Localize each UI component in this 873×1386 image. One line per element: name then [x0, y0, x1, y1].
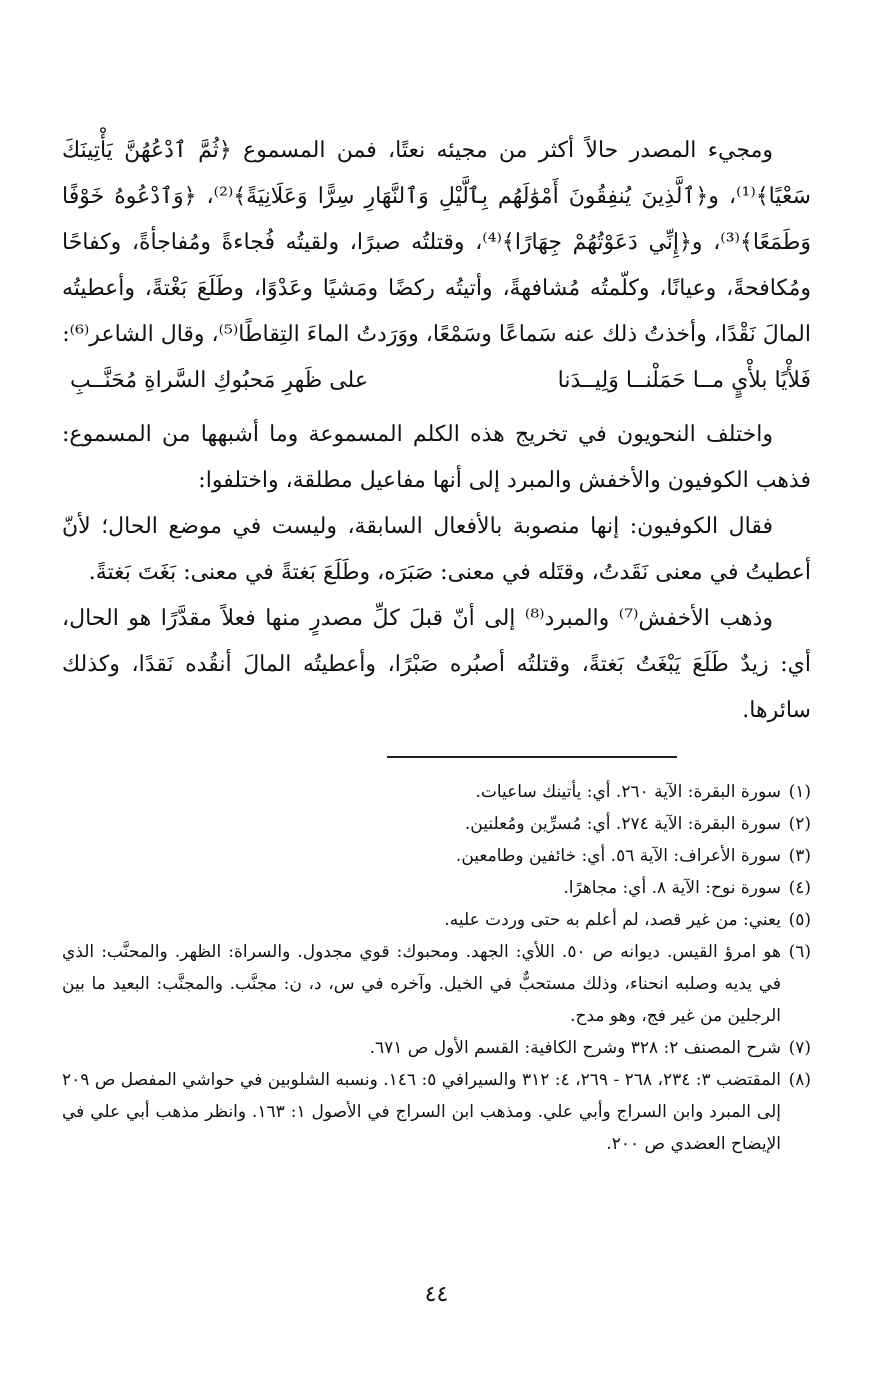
- footnote-text: سورة البقرة: الآية ٢٦٠. أي: يأتينك ساعيات.: [475, 782, 781, 802]
- paragraph-1: ومجيء المصدر حالاً أكثر من مجيئه نعتًا، فمن المسموع ﴿ثُمَّ ٱدْعُهُنَّ يَأْتِينَكَ سَعْيًا﴾⁽¹⁾، و﴿ٱلَّذِينَ يُنفِقُونَ أَمْوَٰلَهُم بِٱلَّيْلِ وَٱلنَّهَارِ سِرًّا وَعَلَانِيَةً﴾⁽²⁾، ﴿وَٱدْعُوهُ خَوْفًا وَطَمَعًا﴾⁽³⁾، و﴿إِنِّي دَعَوْتُهُمْ جِهَارًا﴾⁽⁴⁾، وقتلتُه صبرًا، ولقيتُه فُجاءةً ومُفاجأةً، وكفاحًا ومُكافحةً، وعيانًا، وكلّمتُه مُشافهةً، وأتيتُه ركضًا ومَشيًا وعَدْوًا، وطَلَعَ بَغْتةً، وأعطيتُه المالَ نَقْدًا، وأخذتُ ذلك عنه سَماعًا وسَمْعًا، ووَرَدتُ الماءَ التِقاطًا⁽⁵⁾، وقال الشاعر⁽⁶⁾:: [62, 138, 811, 347]
- footnote-5: [62, 904, 811, 936]
- footnote-number: (١): [788, 782, 811, 802]
- verse-first-hemistich: فَلأْيًا بلأْيٍ مــا حَمَلْنــا وَلِيــدَنا: [557, 368, 811, 393]
- footnote-number: (٨): [788, 1070, 811, 1090]
- main-text: [62, 128, 811, 734]
- footnote-text: يعني: من غير قصد، لم أعلم به حتى وردت عليه.: [444, 910, 781, 930]
- footnote-number: (٧): [788, 1038, 811, 1058]
- paragraph-4: وذهب الأخفش⁽⁷⁾ والمبرد⁽⁸⁾ إلى أنّ قبلَ كلِّ مصدرٍ منها فعلاً مقدَّرًا هو الحال، أي: زيدٌ طَلَعَ يَبْغَتُ بَغتةً، وقتلتُه أصبُره صَبْرًا، وأعطيتُه المالَ أنقُده نَقدًا، وكذلك سائرها.: [62, 606, 811, 723]
- footnote-text: سورة الأعراف: الآية ٥٦. أي: خائفين وطامعين.: [455, 846, 781, 866]
- footnote-1: [62, 776, 811, 808]
- footnote-6: [62, 936, 811, 1032]
- footnote-number: (٤): [788, 878, 811, 898]
- footnote-4: [62, 872, 811, 904]
- paragraph-2: واختلف النحويون في تخريج هذه الكلم المسموعة وما أشبهها من المسموع: فذهب الكوفيون والأخفش والمبرد إلى أنها مفاعيل مطلقة، واختلفوا:: [62, 422, 811, 493]
- footnote-7: [62, 1032, 811, 1064]
- footnote-number: (٢): [788, 814, 811, 834]
- footnote-text: سورة نوح: الآية ٨. أي: مجاهرًا.: [563, 878, 781, 898]
- poetry-verse: [62, 358, 811, 404]
- footnotes: [62, 776, 811, 1160]
- footnote-8: [62, 1064, 811, 1160]
- footnote-divider: [387, 756, 677, 758]
- footnote-text: سورة البقرة: الآية ٢٧٤. أي: مُسرِّين ومُعلنين.: [464, 814, 781, 834]
- verse-second-hemistich: على ظَهرِ مَحبُوكِ السَّراةِ مُحَنَّــبِ: [70, 368, 368, 393]
- footnote-text: هو امرؤ القيس. ديوانه ص ٥٠. اللأي: الجهد. ومحبوك: قوي مجدول. والسراة: الظهر. والمحنَّب: الذي في يديه وصلبه انحناء، وذلك مستحبٌّ في الخيل. وآخره في س، د، ن: مجنَّب. والمجنَّب: البعيد ما بين الرجلين من غير فج، وهو مدح.: [62, 942, 781, 1026]
- footnote-3: [62, 840, 811, 872]
- footnote-number: (٣): [788, 846, 811, 866]
- footnote-2: [62, 808, 811, 840]
- footnote-text: شرح المصنف ٢: ٣٢٨ وشرح الكافية: القسم الأول ص ٦٧١.: [369, 1038, 781, 1058]
- paragraph-3: فقال الكوفيون: إنها منصوبة بالأفعال السابقة، وليست في موضع الحال؛ لأنّ أعطيتُ في معنى نَقَدتُ، وقتَله في معنى: صَبَرَه، وطَلَعَ بَغتةً في معنى: بَغَتَ بَغتةً.: [62, 514, 811, 585]
- footnote-number: (٥): [788, 910, 811, 930]
- page-number: ٤٤: [424, 1282, 449, 1307]
- footnote-text: المقتضب ٣: ٢٣٤، ٢٦٨ - ٢٦٩، ٤: ٣١٢ والسيرافي ٥: ١٤٦. ونسبه الشلوبين في حواشي المفصل ص ٢٠٩ إلى المبرد وابن السراج وأبي علي. ومذهب ابن السراج في الأصول ١: ١٦٣. وانظر مذهب أبي علي في الإيضاح العضدي ص ٢٠٠.: [62, 1070, 781, 1154]
- footnote-number: (٦): [788, 942, 811, 962]
